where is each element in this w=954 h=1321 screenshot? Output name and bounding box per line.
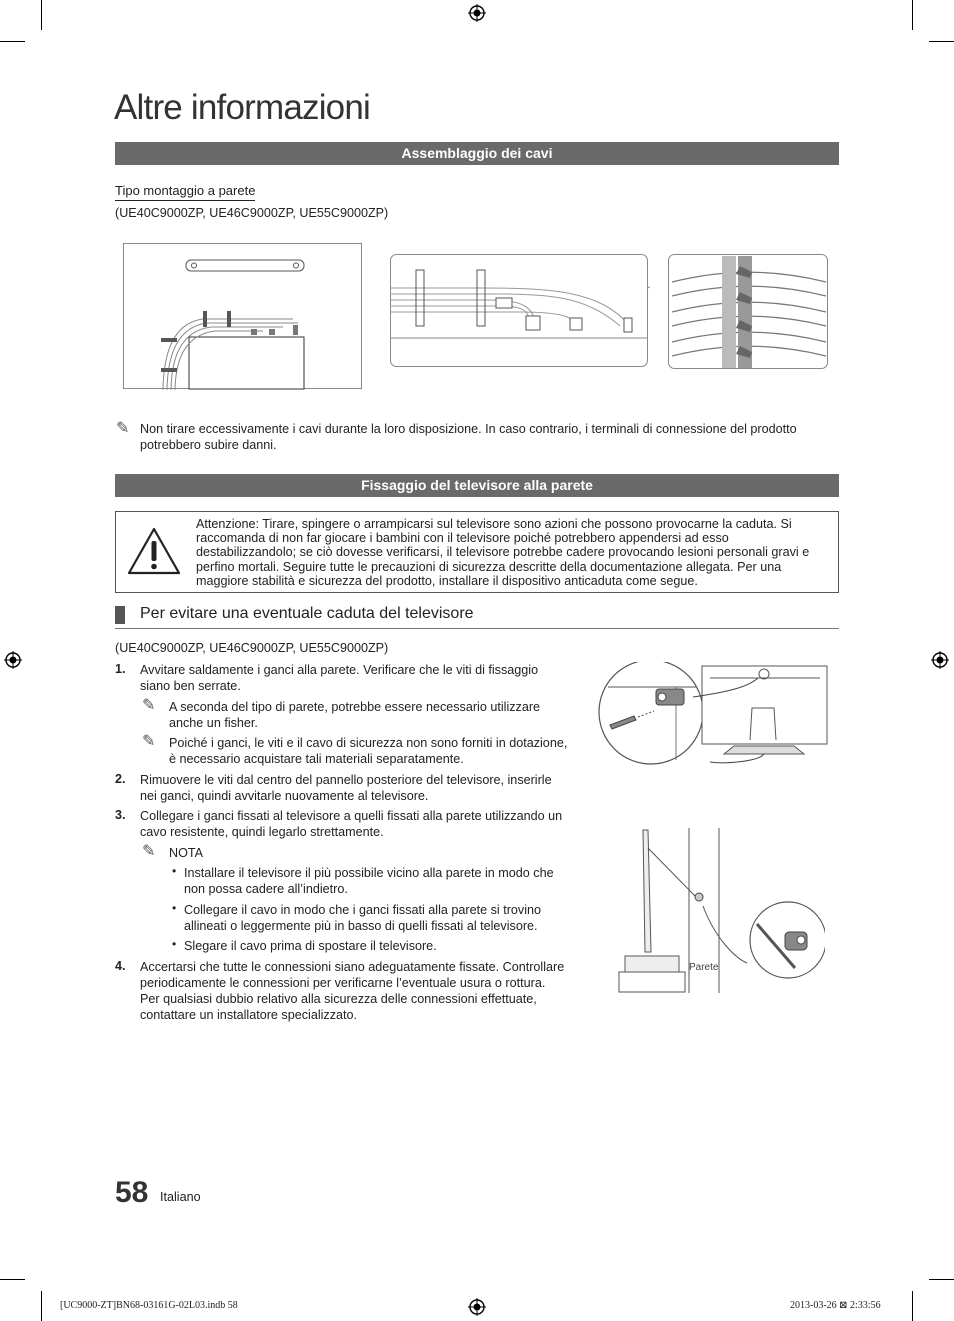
crop-mark bbox=[912, 0, 913, 30]
registration-mark-icon bbox=[468, 1298, 486, 1316]
bullet-dot: • bbox=[172, 937, 177, 951]
wall-hook-screw-figure bbox=[598, 662, 830, 770]
warning-triangle-icon bbox=[126, 526, 182, 576]
wall-label: Parete bbox=[689, 962, 719, 973]
models-line-2: (UE40C9000ZP, UE46C9000ZP, UE55C9000ZP) bbox=[115, 641, 389, 655]
nota-bullet: Collegare il cavo in modo che i ganci fissati alla parete si trovino allineati o leggermente più in basso di quelli fissati al televisore. bbox=[184, 903, 542, 933]
warning-box bbox=[115, 511, 839, 593]
step-text: Accertarsi che tutte le connessioni siano adeguatamente fissate. Controllare periodicamente le connessioni per verificarne l’eventuale usura o rottura. Per qualsiasi dubbio relativo alla sicurezza delle connessioni effettuate, contattare un installatore specializzato. bbox=[140, 960, 565, 1022]
print-slug-left: [UC9000-ZT]BN68-03161G-02L03.indb 58 bbox=[60, 1300, 238, 1311]
footer-language: Italiano bbox=[160, 1190, 201, 1204]
nota-bullet: Installare il televisore il più possibile vicino alla parete in modo che non possa cadere all’indietro. bbox=[184, 866, 554, 896]
crop-mark bbox=[929, 41, 954, 42]
registration-mark-icon bbox=[931, 651, 949, 669]
section-marker bbox=[115, 606, 125, 624]
pencil-note-icon: ✎ bbox=[142, 843, 156, 860]
bullet-dot: • bbox=[172, 901, 177, 915]
subheading-wall-mount: Tipo montaggio a parete bbox=[115, 183, 255, 201]
pencil-note-icon: ✎ bbox=[142, 733, 156, 750]
section-bar-wall-fixing: Fissaggio del televisore alla parete bbox=[115, 474, 839, 497]
tv-back-cables-figure bbox=[123, 243, 363, 390]
models-line: (UE40C9000ZP, UE46C9000ZP, UE55C9000ZP) bbox=[115, 206, 389, 220]
section-bar-cable-assembly: Assemblaggio dei cavi bbox=[115, 142, 839, 165]
pencil-note-icon: ✎ bbox=[142, 697, 156, 714]
warning-body: : Tirare, spingere o arrampicarsi sul televisore sono azioni che possono provocarne la caduta. Si raccomanda di non far giocare i bambini con il televisore poiché potrebbero appendersi ad esso destabilizzandolo; se ciò dovesse verificarsi, il televisore potrebbe cadere provocando lesioni personali gravi e perfino mortali. Seguire tutte le precauzioni di sicurezza descritte della documentazione allegata. Per una maggiore stabilità e sicurezza del prodotto, installare il dispositivo anticaduta come segue. bbox=[196, 517, 810, 588]
section-heading-prevent-fall bbox=[115, 604, 839, 629]
step-text: Collegare i ganci fissati al televisore a quelli fissati alla parete utilizzando un cavo resistente, quindi legarlo strettamente. bbox=[140, 809, 563, 839]
page-title: Altre informazioni bbox=[114, 88, 370, 127]
nota-bullet: Slegare il cavo prima di spostare il televisore. bbox=[184, 939, 437, 953]
bullet-dot: • bbox=[172, 864, 177, 878]
pencil-note-icon: ✎ bbox=[116, 420, 130, 437]
crop-mark bbox=[929, 1279, 954, 1280]
page-number: 58 bbox=[115, 1176, 149, 1209]
side-view-wall-figure bbox=[615, 828, 825, 993]
crop-mark bbox=[0, 1279, 25, 1280]
crop-mark bbox=[41, 1291, 42, 1321]
step1-note: A seconda del tipo di parete, potrebbe essere necessario utilizzare anche un fisher. bbox=[169, 700, 541, 730]
warning-label: Attenzione bbox=[196, 517, 256, 531]
step-number: 4. bbox=[115, 959, 126, 973]
step-text: Avvitare saldamente i ganci alla parete. Verificare che le viti di fissaggio siano ben serrate. bbox=[140, 663, 539, 693]
registration-mark-icon bbox=[468, 4, 486, 22]
clips-closeup-figure bbox=[668, 254, 830, 370]
step1-note: Poiché i ganci, le viti e il cavo di sicurezza non sono forniti in dotazione, è necessario acquistare tali materiali separatamente. bbox=[169, 736, 568, 766]
warning-text bbox=[196, 517, 826, 588]
crop-mark bbox=[0, 41, 25, 42]
cable-clips-figure bbox=[390, 254, 650, 368]
step-number: 3. bbox=[115, 808, 126, 822]
nota-label: NOTA bbox=[169, 846, 204, 860]
step-number: 1. bbox=[115, 662, 126, 676]
note-cables: Non tirare eccessivamente i cavi durante la loro disposizione. In caso contrario, i terminali di connessione del prodotto potrebbero subire danni. bbox=[140, 422, 797, 452]
step-text: Rimuovere le viti dal centro del pannello posteriore del televisore, inserirle nei ganci, quindi avvitarle nuovamente al televisore. bbox=[140, 773, 552, 803]
section-title: Per evitare una eventuale caduta del televisore bbox=[140, 605, 474, 622]
registration-mark-icon bbox=[4, 651, 22, 669]
step-number: 2. bbox=[115, 772, 126, 786]
crop-mark bbox=[41, 0, 42, 30]
print-slug-right: 2013-03-26 ⊠ 2:33:56 bbox=[790, 1300, 881, 1311]
crop-mark bbox=[912, 1291, 913, 1321]
